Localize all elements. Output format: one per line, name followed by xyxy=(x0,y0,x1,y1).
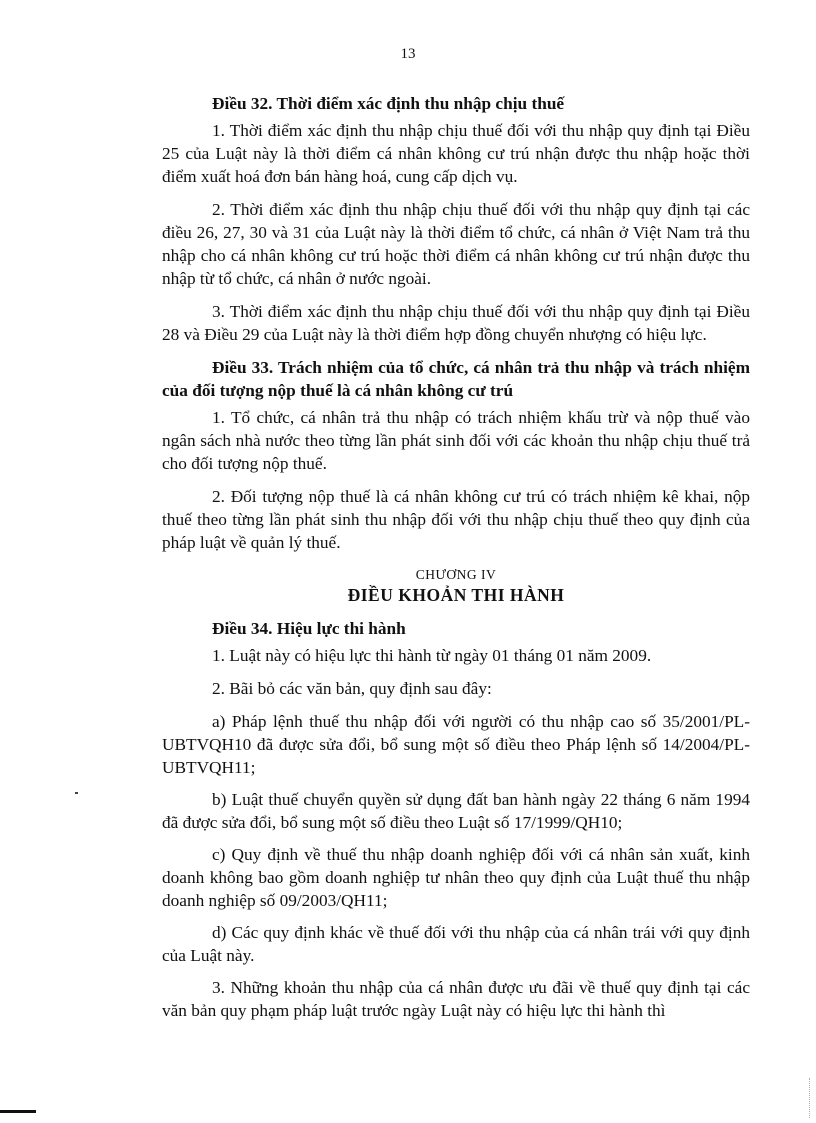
article-33-clause-1: 1. Tổ chức, cá nhân trả thu nhập có trách nhiệm khấu trừ và nộp thuế vào ngân sách nhà nước theo từng lần phát sinh đối với các khoản thu nhập chịu thuế trả cho đối tượng nộp thuế. xyxy=(162,408,750,473)
chapter-title: ĐIỀU KHOẢN THI HÀNH xyxy=(347,585,565,605)
scan-margin-dot xyxy=(75,792,78,794)
article-34-clause-2: 2. Bãi bỏ các văn bản, quy định sau đây: xyxy=(212,679,492,698)
document-body xyxy=(162,92,750,1032)
article-33-title: Điều 33. Trách nhiệm của tổ chức, cá nhân trả thu nhập và trách nhiệm của đối tượng nộp thuế là cá nhân không cư trú xyxy=(162,358,750,400)
chapter-label: CHƯƠNG IV xyxy=(415,567,497,582)
article-32-clause-1: 1. Thời điểm xác định thu nhập chịu thuế đối với thu nhập quy định tại Điều 25 của Luật này là thời điểm cá nhân không cư trú nhận được thu nhập hoặc thời điểm xuất hoá đơn bán hàng hoá, cung cấp dịch vụ. xyxy=(162,121,750,186)
article-32-title: Điều 32. Thời điểm xác định thu nhập chịu thuế xyxy=(212,94,565,113)
article-34-title: Điều 34. Hiệu lực thi hành xyxy=(212,619,406,638)
article-34-item-b: b) Luật thuế chuyển quyền sử dụng đất ban hành ngày 22 tháng 6 năm 1994 đã được sửa đổi, bổ sung một số điều theo Luật số 17/1999/QH10; xyxy=(162,790,750,832)
article-34-clause-1: 1. Luật này có hiệu lực thi hành từ ngày 01 tháng 01 năm 2009. xyxy=(212,646,652,665)
scan-corner-mark xyxy=(0,1110,36,1113)
article-34-item-d: d) Các quy định khác về thuế đối với thu nhập của cá nhân trái với quy định của Luật này. xyxy=(162,923,750,965)
article-34-item-c: c) Quy định về thuế thu nhập doanh nghiệp đối với cá nhân sản xuất, kinh doanh không bao gồm doanh nghiệp tư nhân theo quy định của Luật thuế thu nhập doanh nghiệp số 09/2003/QH11; xyxy=(162,845,750,910)
scan-edge-specks xyxy=(809,1078,812,1118)
page-number: 13 xyxy=(400,46,416,62)
article-32-clause-3: 3. Thời điểm xác định thu nhập chịu thuế đối với thu nhập quy định tại Điều 28 và Điều 29 của Luật này là thời điểm hợp đồng chuyển nhượng có hiệu lực. xyxy=(162,302,750,344)
article-32-clause-2: 2. Thời điểm xác định thu nhập chịu thuế đối với thu nhập quy định tại các điều 26, 27, 30 và 31 của Luật này là thời điểm tổ chức, cá nhân ở Việt Nam trả thu nhập cho cá nhân không cư trú hoặc thời điểm cá nhân không cư trú nhận được thu nhập từ tổ chức, cá nhân ở nước ngoài. xyxy=(162,200,750,288)
article-34-item-a: a) Pháp lệnh thuế thu nhập đối với người có thu nhập cao số 35/2001/PL-UBTVQH10 đã được sửa đổi, bổ sung một số điều theo Pháp lệnh số 14/2004/PL-UBTVQH11; xyxy=(162,712,750,777)
article-34-clause-3: 3. Những khoản thu nhập của cá nhân được ưu đãi về thuế quy định tại các văn bản quy phạm pháp luật trước ngày Luật này có hiệu lực thi hành thì xyxy=(162,978,750,1020)
article-33-clause-2: 2. Đối tượng nộp thuế là cá nhân không cư trú có trách nhiệm kê khai, nộp thuế theo từng lần phát sinh thu nhập đối với thu nhập chịu thuế theo quy định của pháp luật về quản lý thuế. xyxy=(162,487,750,552)
